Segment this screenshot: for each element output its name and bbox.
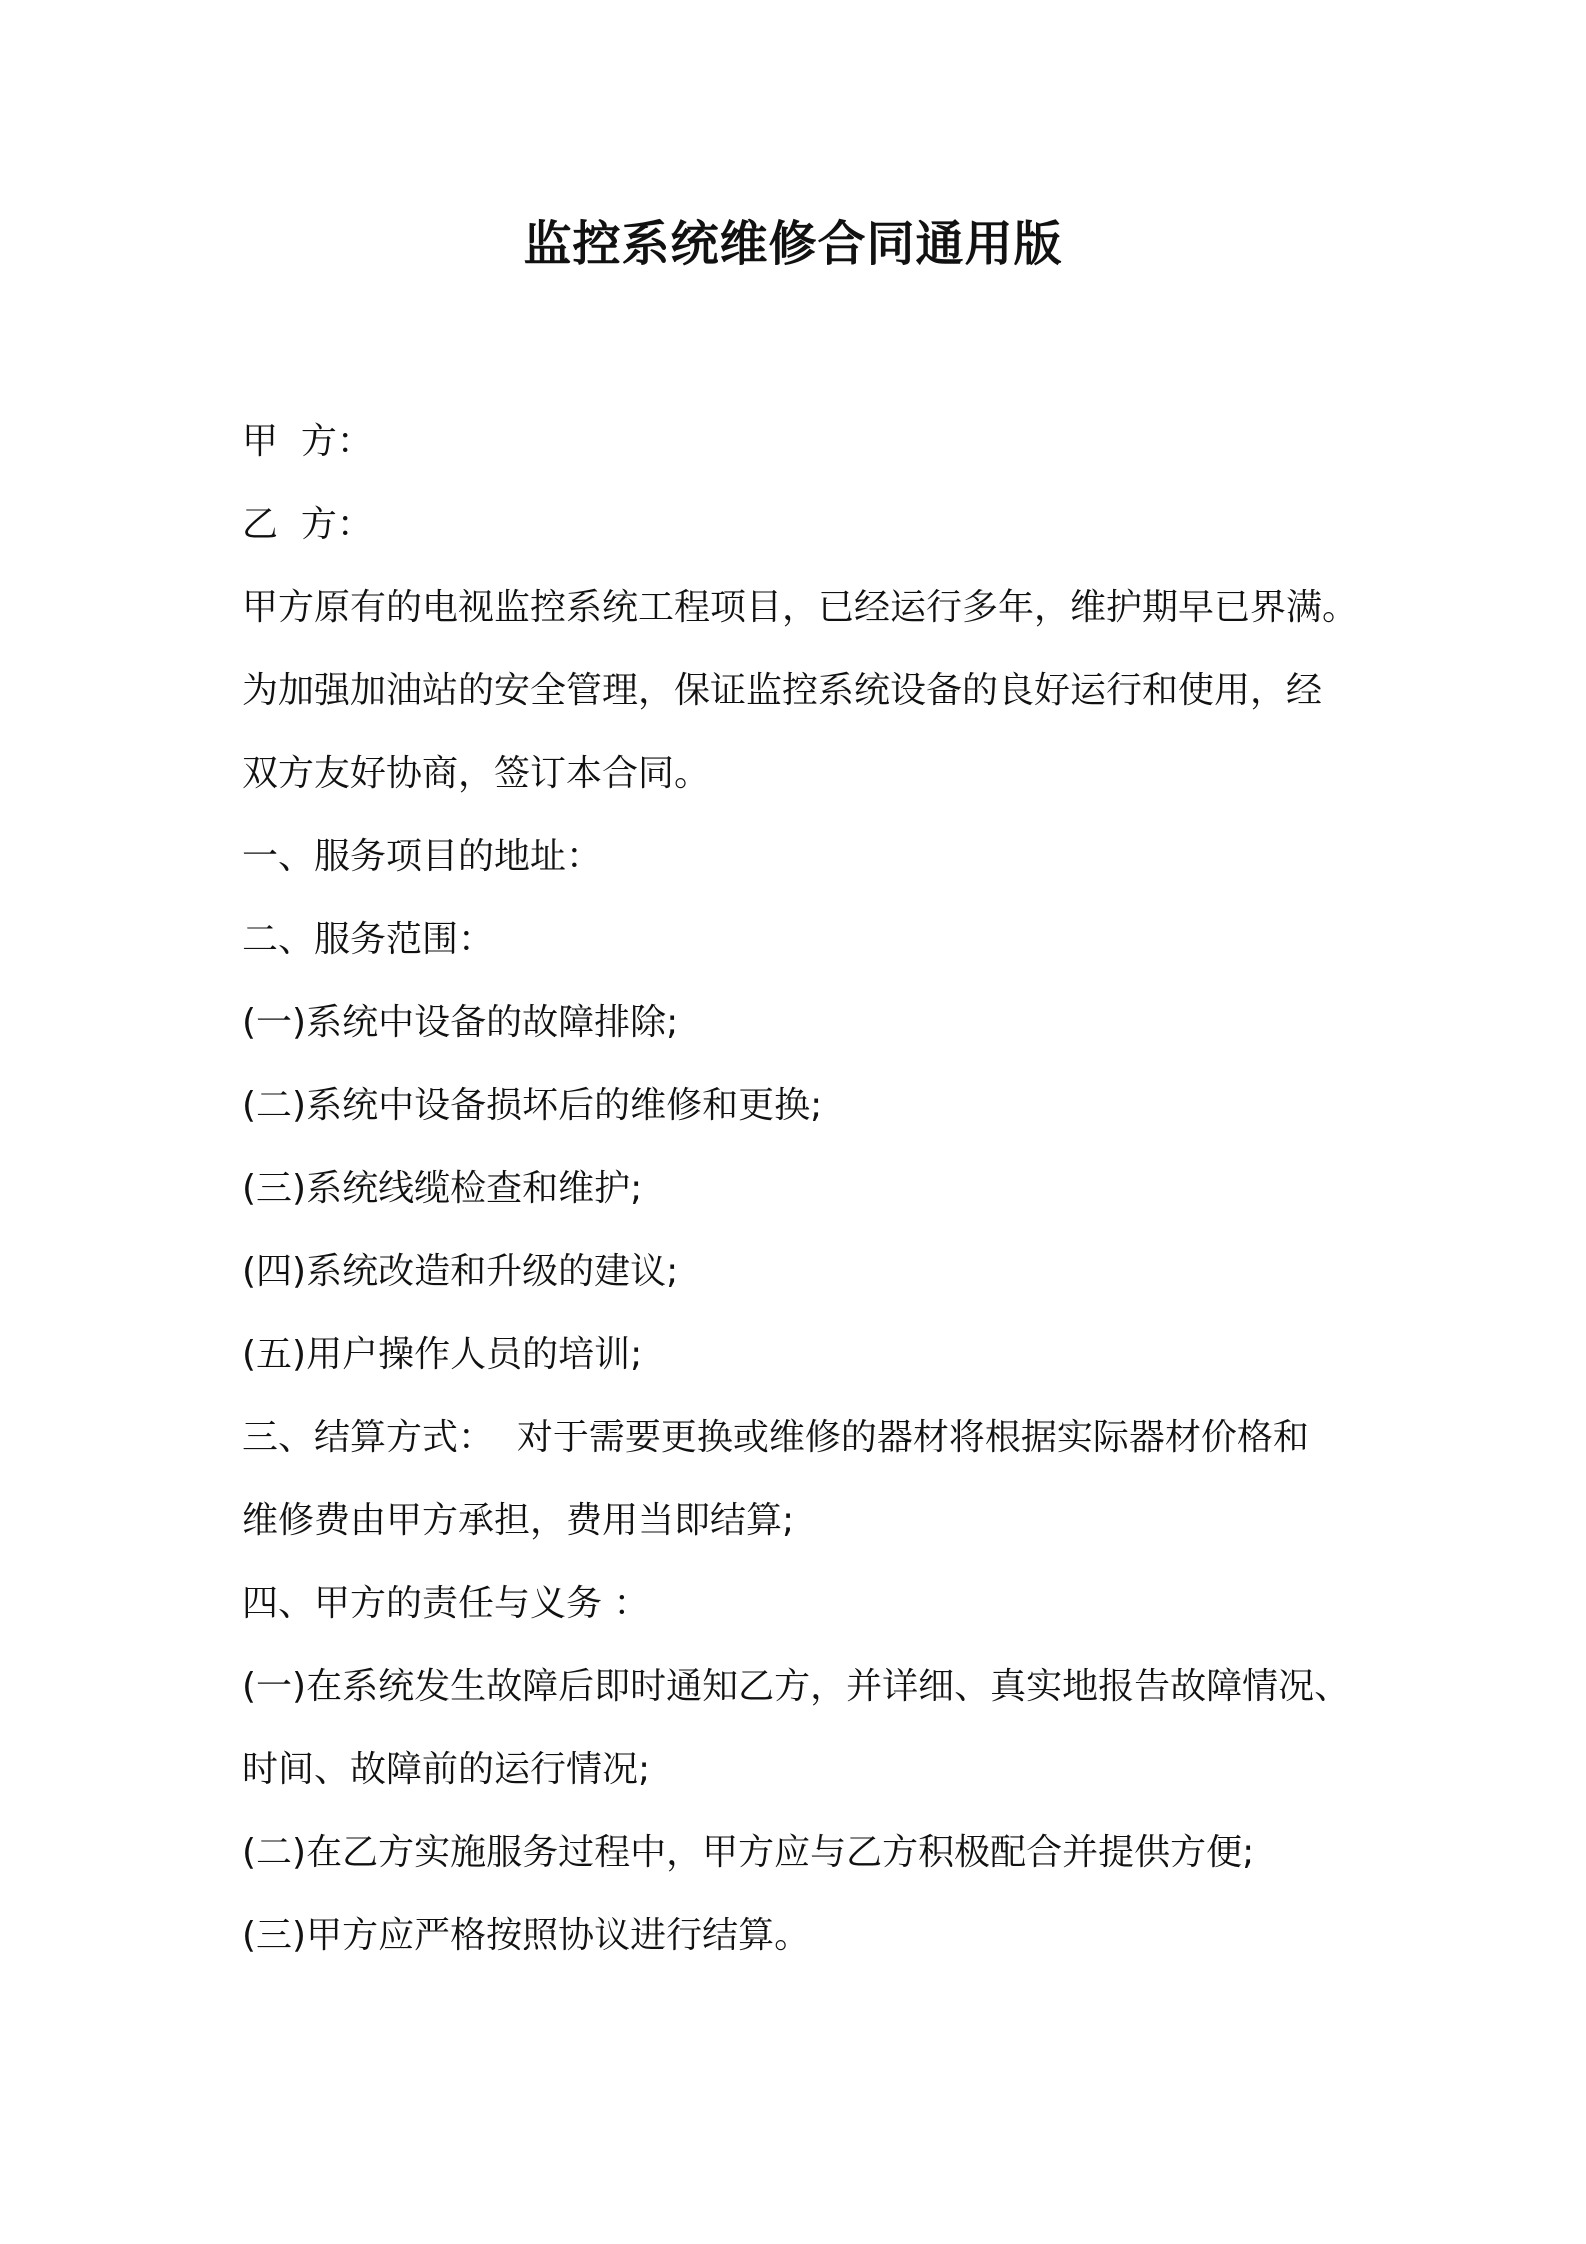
section-2-item-2: (二)系统中设备损坏后的维修和更换; (242, 1085, 823, 1126)
section-4-item-2: (二)在乙方实施服务过程中，甲方应与乙方积极配合并提供方便; (242, 1832, 1255, 1873)
intro-paragraph-line-2: 为加强加油站的安全管理，保证监控系统设备的良好运行和使用，经 (242, 670, 1323, 711)
section-2-item-3: (三)系统线缆检查和维护; (242, 1168, 643, 1209)
section-2-item-1: (一)系统中设备的故障排除; (242, 1002, 679, 1043)
section-4-heading: 四、甲方的责任与义务 ： (242, 1583, 650, 1624)
document-body (242, 400, 1362, 1977)
section-4-item-3: (三)甲方应严格按照协议进行结算。 (242, 1915, 811, 1956)
intro-paragraph-line-3: 双方友好协商，签订本合同。 (242, 753, 711, 794)
section-1-heading: 一、服务项目的地址： (242, 836, 603, 877)
section-2-heading: 二、服务范围： (242, 919, 495, 960)
section-4-item-1-line-2: 时间、故障前的运行情况; (242, 1749, 651, 1790)
section-3-line-2: 维修费由甲方承担，费用当即结算; (242, 1500, 795, 1541)
document-title: 监控系统维修合同通用版 (523, 216, 1063, 272)
intro-paragraph-line-1: 甲方原有的电视监控系统工程项目，已经运行多年，维护期早已界满。 (242, 587, 1359, 628)
party-a-line: 甲 方： (242, 421, 373, 462)
section-3-line-1: 三、结算方式： 对于需要更换或维修的器材将根据实际器材价格和 (242, 1417, 1309, 1458)
section-4-item-1-line-1: (一)在系统发生故障后即时通知乙方，并详细、真实地报告故障情况、 (242, 1666, 1351, 1707)
party-b-line: 乙 方： (242, 504, 373, 545)
section-2-item-5: (五)用户操作人员的培训; (242, 1334, 643, 1375)
section-2-item-4: (四)系统改造和升级的建议; (242, 1251, 679, 1292)
